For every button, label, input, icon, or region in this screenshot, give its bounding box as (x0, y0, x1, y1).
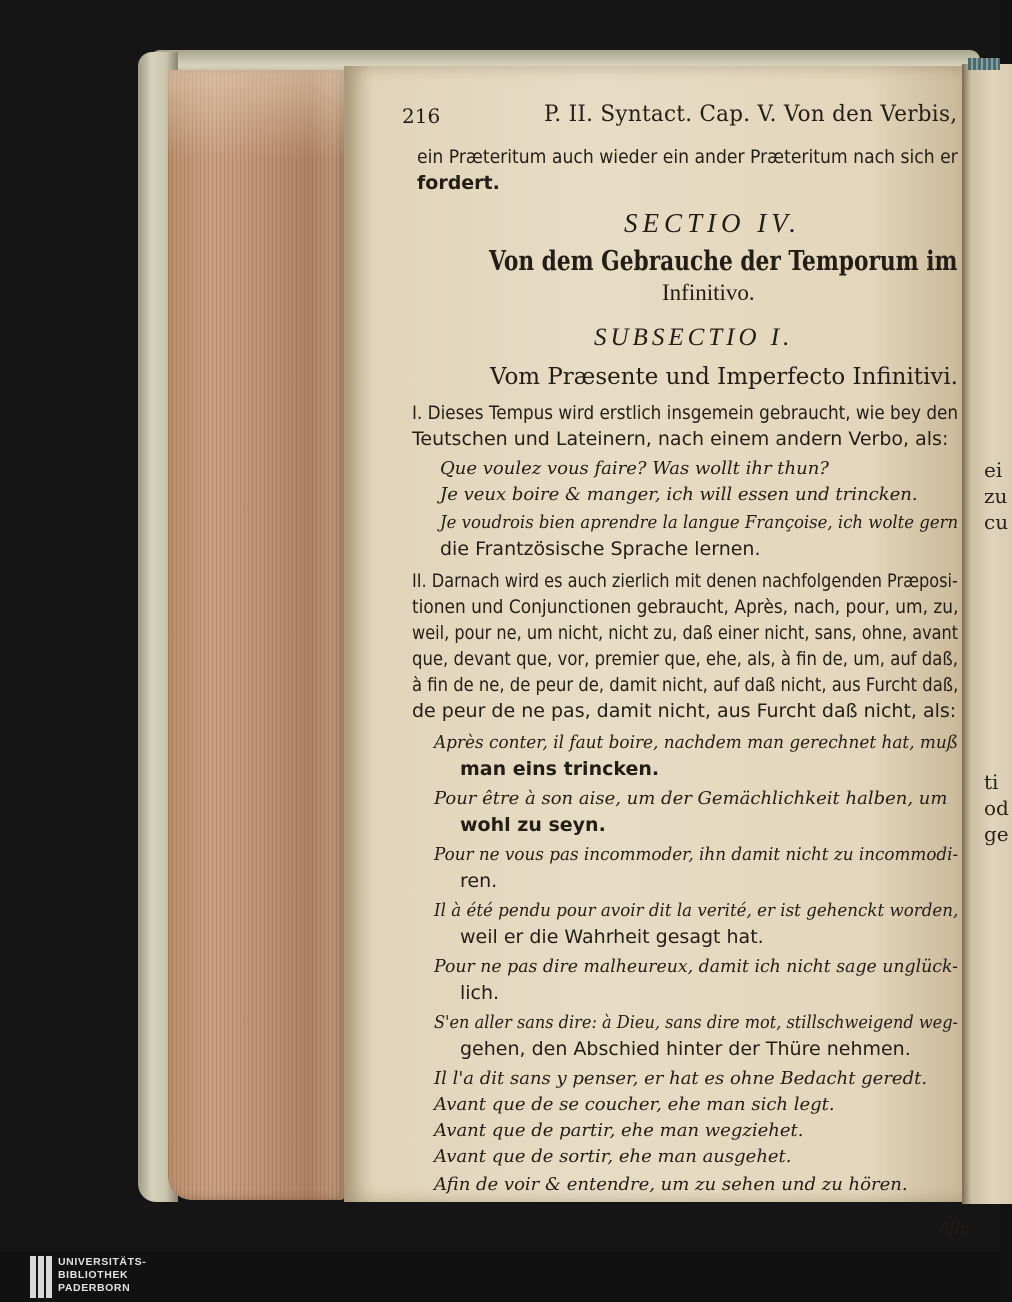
text-line: Je veux boire & manger, ich will essen und trincken. (440, 484, 918, 505)
text-line: Von dem Gebrauche der Temporum im (489, 246, 958, 277)
facing-page-edge (962, 64, 1012, 1204)
text-line: man eins trincken. (460, 758, 660, 780)
text-line: Pour ne vous pas incommoder, ihn damit nicht zu incommodi- (434, 844, 959, 865)
text-line: gehen, den Abschied hinter der Thüre nehmen. (460, 1038, 911, 1060)
text-line: ren. (460, 870, 498, 892)
text-line: tionen und Conjunctionen gebraucht, Après, nach, pour, um, zu, (412, 596, 959, 618)
text-line: S'en aller sans dire: à Dieu, sans dire mot, stillschweigend weg- (434, 1012, 958, 1033)
running-head: P. II. Syntact. Cap. V. Von den Verbis, (544, 102, 958, 127)
text-line: Pour être à son aise, um der Gemächlichkeit halben, um (434, 788, 948, 809)
text-line: Teutschen und Lateinern, nach einem andern Verbo, als: (412, 428, 949, 450)
text-line: Que voulez vous faire? Was wollt ihr thun? (440, 458, 829, 479)
footer-bar (0, 1252, 1000, 1302)
text-line: wohl zu seyn. (460, 814, 606, 836)
library-name-line: UNIVERSITÄTS- (58, 1256, 147, 1268)
library-name-line: PADERBORN (58, 1282, 131, 1294)
text-line: Avant que de se coucher, ehe man sich legt. (434, 1094, 835, 1115)
text-line: de peur de ne pas, damit nicht, aus Furcht daß nicht, als: (412, 700, 957, 722)
facing-page-fragment: ti (984, 770, 999, 794)
text-line: fordert. (417, 172, 500, 194)
facing-page-fragment: cu (984, 510, 1009, 534)
page-number: 216 (402, 104, 441, 128)
library-name (58, 1256, 146, 1295)
text-line: Je voudrois bien aprendre la langue Françoise, ich wolte gern (440, 512, 959, 533)
library-logo-icon (30, 1256, 52, 1298)
facing-page-fragment: od (984, 796, 1009, 820)
text-line: lich. (460, 982, 500, 1004)
text-line: Afin de voir & entendre, um zu sehen und zu hören. (434, 1174, 908, 1195)
book-page (344, 66, 970, 1239)
text-line: die Frantzösische Sprache lernen. (440, 538, 761, 560)
text-line: Vom Præsente und Imperfecto Infinitivi. (490, 364, 958, 390)
catchword: Afin (938, 1218, 970, 1239)
text-line: que, devant que, vor, premier que, ehe, als, à fin de, um, auf daß, (412, 648, 958, 670)
facing-page-fragment: zu (984, 484, 1008, 508)
text-line: Infinitivo. (662, 280, 755, 305)
text-line: SECTIO IV. (624, 208, 802, 238)
bookmark-ribbon (968, 58, 1000, 70)
text-line: Pour ne pas dire malheureux, damit ich nicht sage unglück- (434, 956, 959, 977)
text-line: Avant que de sortir, ehe man ausgehet. (434, 1146, 792, 1167)
text-line: SUBSECTIO I. (594, 324, 794, 351)
page-edges (168, 70, 346, 1200)
text-line: I. Dieses Tempus wird erstlich insgemein gebraucht, wie bey den (412, 402, 959, 424)
text-line: II. Darnach wird es auch zierlich mit denen nachfolgenden Præposi- (412, 570, 958, 592)
text-line: Après conter, il faut boire, nachdem man gerechnet hat, muß (434, 732, 959, 753)
text-line: ein Præteritum auch wieder ein ander Præteritum nach sich er (417, 146, 958, 168)
text-line: weil, pour ne, um nicht, nicht zu, daß einer nicht, sans, ohne, avant (412, 622, 959, 644)
text-line: Avant que de partir, ehe man wegziehet. (434, 1120, 804, 1141)
text-line: à fin de ne, de peur de, damit nicht, auf daß nicht, aus Furcht daß, (412, 674, 959, 696)
library-name-line: BIBLIOTHEK (58, 1269, 129, 1281)
text-line: Il à été pendu pour avoir dit la verité, er ist gehenckt worden, (434, 900, 959, 921)
facing-page-fragment: ge (984, 822, 1009, 846)
text-line: Il l'a dit sans y penser, er hat es ohne Bedacht geredt. (434, 1068, 928, 1089)
facing-page-fragment: ei (984, 458, 1003, 482)
text-line: weil er die Wahrheit gesagt hat. (460, 926, 764, 948)
